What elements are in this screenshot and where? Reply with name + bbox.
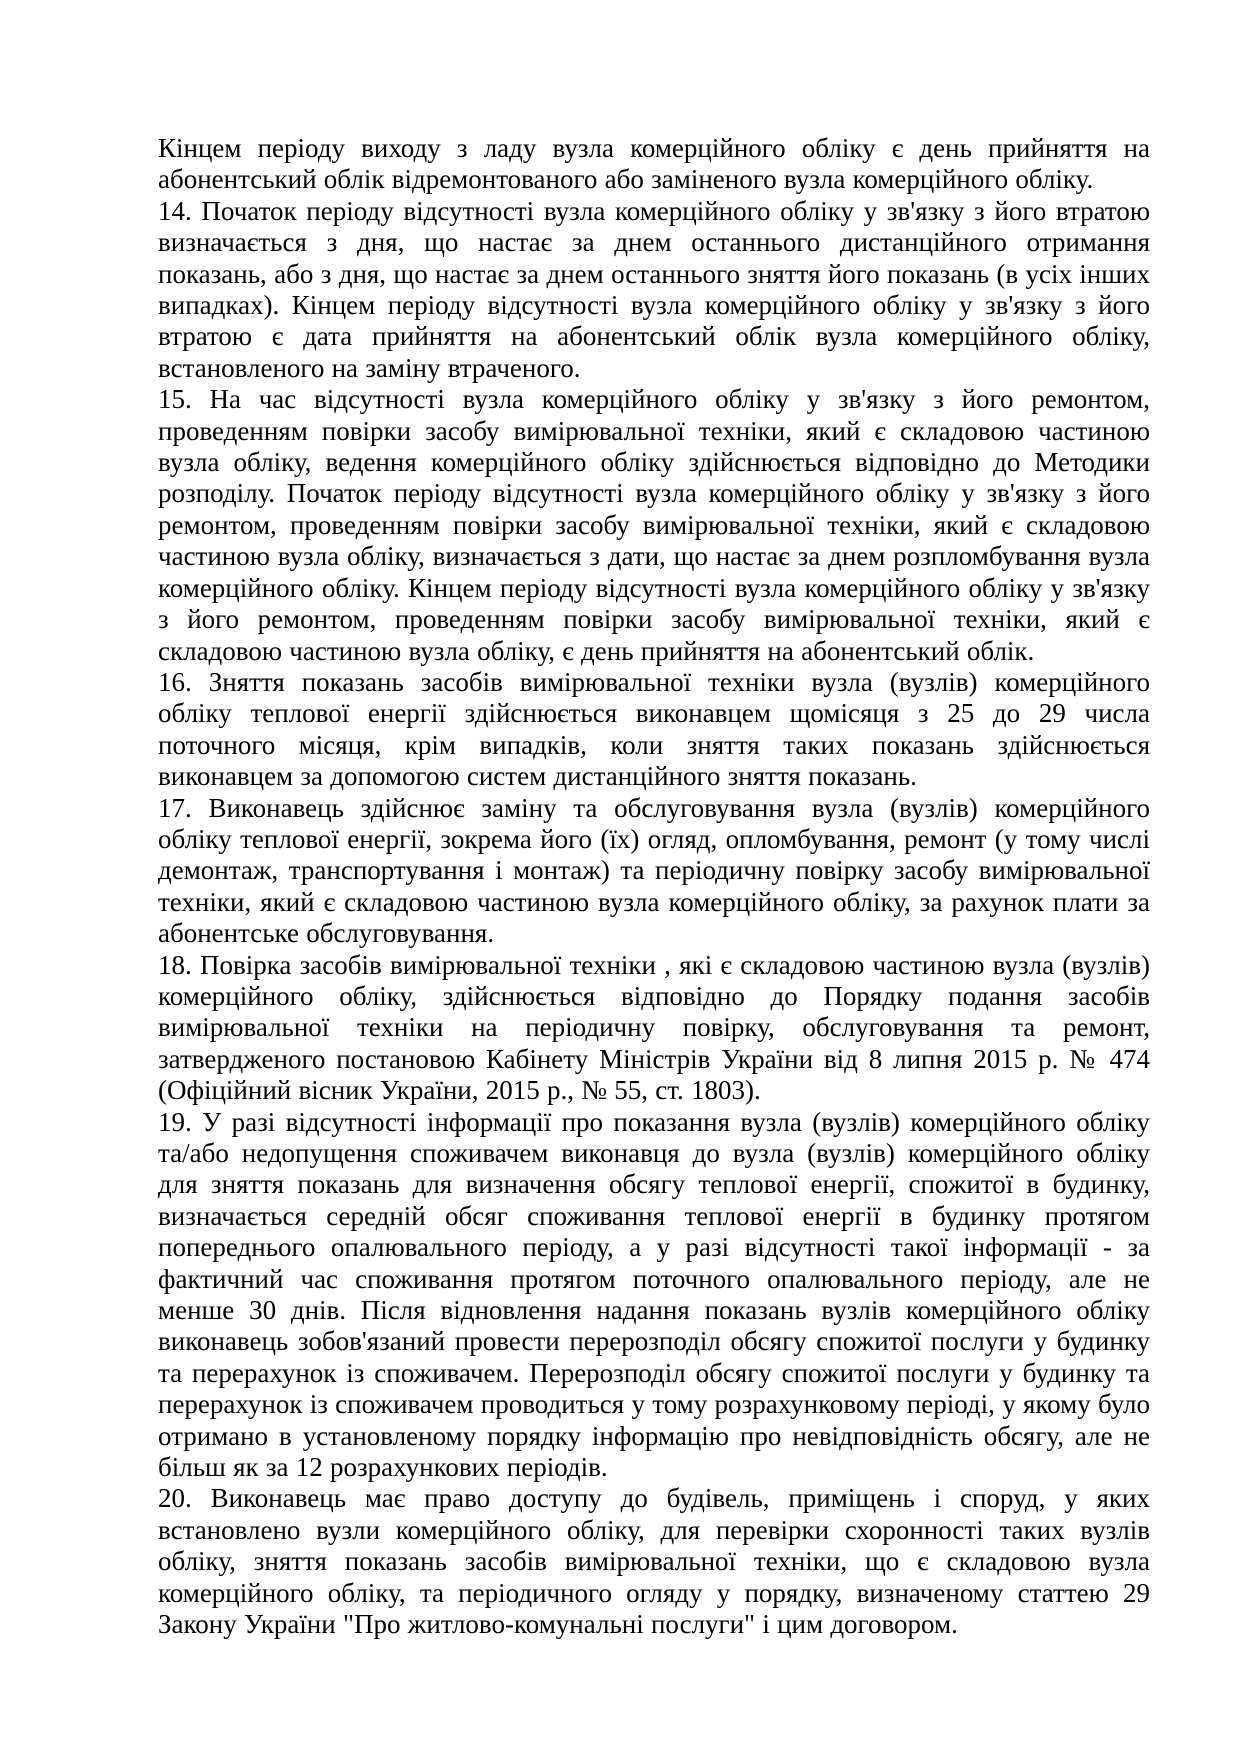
paragraph-19: 19. У разі відсутності інформації про показання вузла (вузлів) комерційного обліку та/або недопущення споживачем виконавця до вузла (вузлів) комерційного обліку для зняття показань для визначення обсягу теплової енергії, спожитої в будинку, визначається середній обсяг споживання теплової енергії в будинку протягом попереднього опалювального періоду, а у разі відсутності такої інформації - за фактичний час споживання протягом поточного опалювального періоду, але не менше 30 днів. Після відновлення надання показань вузлів комерційного обліку виконавець зобов'язаний провести перерозподіл обсягу спожитої послуги у будинку та перерахунок із споживачем. Перерозподіл обсягу спожитої послуги у будинку та перерахунок із споживачем проводиться у тому розрахунковому періоді, у якому було отримано в установленому порядку інформацію про невідповідність обсягу, але не більш як за 12 розрахункових періодів. (158, 1106, 1150, 1483)
paragraph-18: 18. Повірка засобів вимірювальної техніки , які є складовою частиною вузла (вузлів) комерційного обліку, здійснюється відповідно до Порядку подання засобів вимірювальної техніки на періодичну повірку, обслуговування та ремонт, затвердженого постановою Кабінету Міністрів України від 8 липня 2015 р. № 474 (Офіційний вісник України, 2015 р., № 55, ст. 1803). (158, 949, 1150, 1106)
paragraph-14: 14. Початок періоду відсутності вузла комерційного обліку у зв'язку з його втратою визначається з дня, що настає за днем останнього дистанційного отримання показань, або з дня, що настає за днем останнього зняття його показань (в усіх інших випадках). Кінцем періоду відсутності вузла комерційного обліку у зв'язку з його втратою є дата прийняття на абонентський облік вузла комерційного обліку, встановленого на заміну втраченого. (158, 195, 1150, 383)
paragraph-15: 15. На час відсутності вузла комерційного обліку у зв'язку з його ремонтом, проведенням повірки засобу вимірювальної техніки, який є складовою частиною вузла обліку, ведення комерційного обліку здійснюється відповідно до Методики розподілу. Початок періоду відсутності вузла комерційного обліку у зв'язку з його ремонтом, проведенням повірки засобу вимірювальної техніки, який є складовою частиною вузла обліку, визначається з дати, що настає за днем розпломбування вузла комерційного обліку. Кінцем періоду відсутності вузла комерційного обліку у зв'язку з його ремонтом, проведенням повірки засобу вимірювальної техніки, який є складовою частиною вузла обліку, є день прийняття на абонентський облік. (158, 384, 1150, 666)
paragraph-13-end: Кінцем періоду виходу з ладу вузла комерційного обліку є день прийняття на абонентський облік відремонтованого або заміненого вузла комерційного обліку. (158, 133, 1150, 195)
paragraph-16: 16. Зняття показань засобів вимірювальної техніки вузла (вузлів) комерційного обліку теплової енергії здійснюється виконавцем щомісяця з 25 до 29 числа поточного місяця, крім випадків, коли зняття таких показань здійснюється виконавцем за допомогою систем дистанційного зняття показань. (158, 666, 1150, 792)
document-text-block (158, 133, 1150, 1641)
paragraph-20: 20. Виконавець має право доступу до будівель, приміщень і споруд, у яких встановлено вузли комерційного обліку, для перевірки схоронності таких вузлів обліку, зняття показань засобів вимірювальної техніки, що є складовою вузла комерційного обліку, та періодичного огляду у порядку, визначеному статтею 29 Закону України "Про житлово-комунальні послуги" і цим договором. (158, 1483, 1150, 1640)
paragraph-17: 17. Виконавець здійснює заміну та обслуговування вузла (вузлів) комерційного обліку теплової енергії, зокрема його (їх) огляд, опломбування, ремонт (у тому числі демонтаж, транспортування і монтаж) та періодичну повірку засобу вимірювальної техніки, який є складовою частиною вузла комерційного обліку, за рахунок плати за абонентське обслуговування. (158, 792, 1150, 949)
